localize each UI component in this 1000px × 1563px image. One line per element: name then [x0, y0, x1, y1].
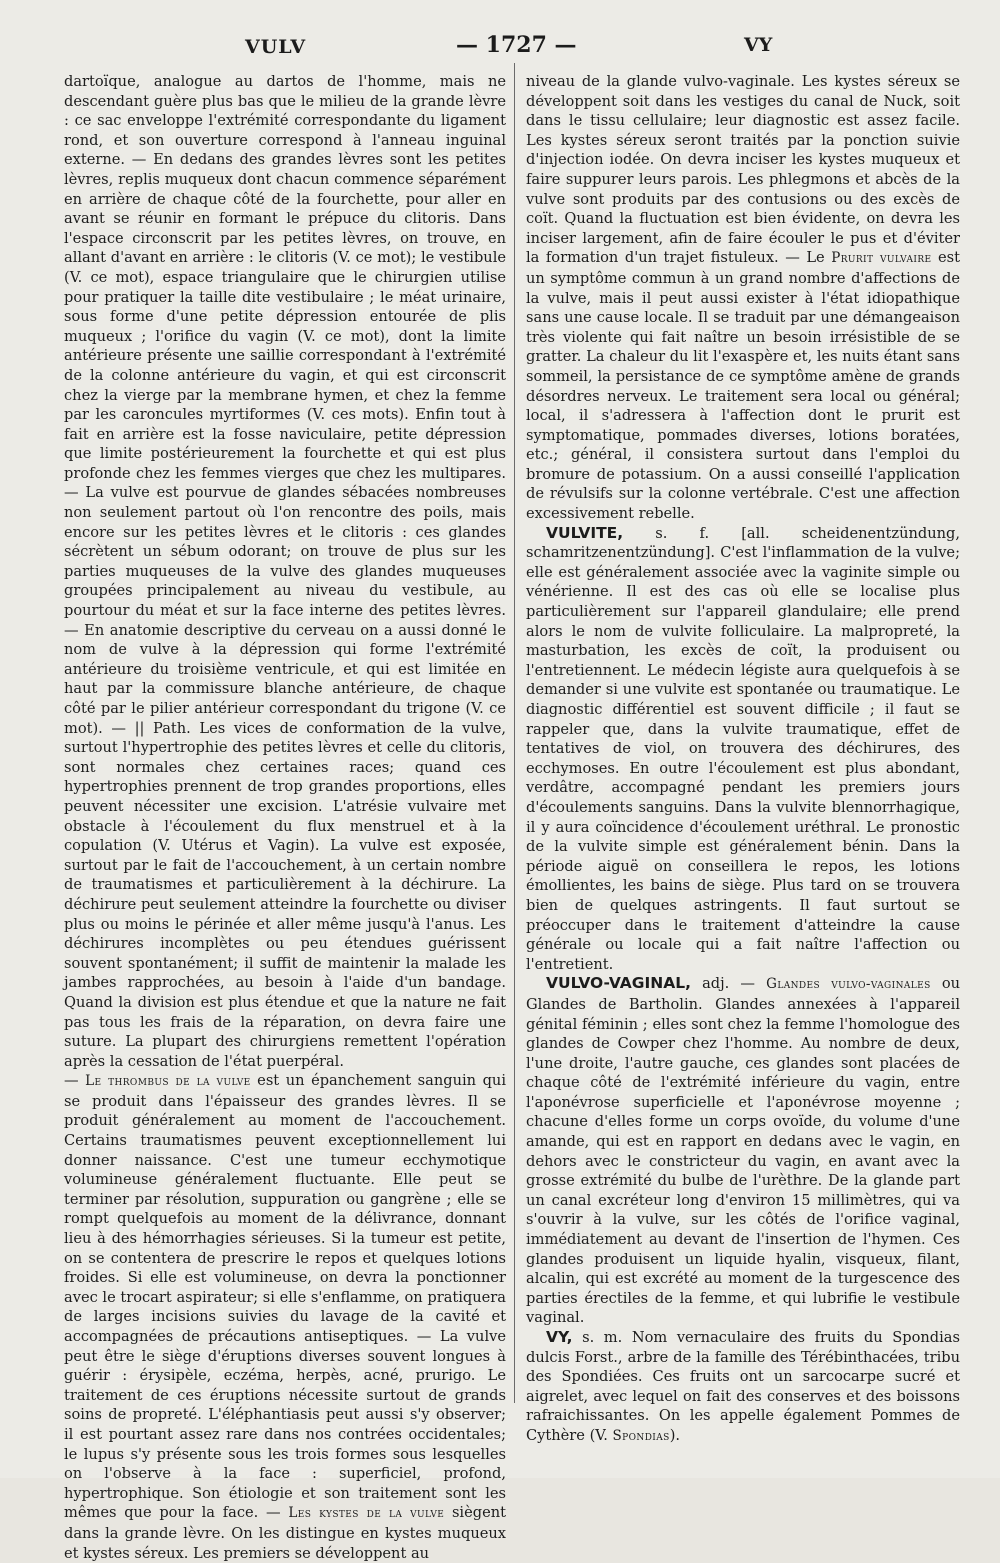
- paragraph-text: —: [64, 1072, 86, 1090]
- running-head-left: VULV: [245, 36, 307, 58]
- cross-reference-spondias: Spondias: [612, 1427, 670, 1444]
- entry-text: s. m. Nom vernaculaire des fruits du Spondias dulcis Forst., arbre de la famille des Térébinthacées, tribu des Spondiées. Ces fruits ont un sarcocarpe sucré et aigrelet, avec lequel on fait des conserves et des boissons rafraichissantes. On les appelle également Pommes de Cythère (V.: [526, 1329, 960, 1444]
- paragraph-text: dartoïque, analogue au dartos de l'homme, mais ne descendant guère plus bas que le milieu de la grande lèvre : ce sac enveloppe l'extrémité correspondante du ligament rond, et son ouverture correspond à l'anneau inguinal externe. — En dedans des grandes lèvres sont les petites lèvres, replis muqueux dont chacun commence séparément en arrière de chaque côté de la fourchette, pour aller en avant se réunir en formant le prépuce du clitoris. Dans l'espace circonscrit par les petites lèvres, on trouve, en allant d'avant en arrière : le clitoris (V. ce mot); le vestibule (V. ce mot), espace triangulaire que le chirurgien utilise pour pratiquer la taille dite vestibulaire ; le méat urinaire, sous forme d'une petite dépression entourée de plis muqueux ; l'orifice du vagin (V. ce mot), dont la limite antérieure présente une saillie correspondant à l'extrémité de la colonne antérieure du vagin, et qui est circonscrit chez la vierge par la membrane hymen, et chez la femme par les caroncules myrtiformes (V. ces mots). Enfin tout à fait en arrière est la fosse naviculaire, petite dépression que limite postérieurement la fourchette et qui est plus profonde chez les femmes vierges que chez les multipares. — La vulve est pourvue de glandes sébacées nombreuses non seulement partout où l'on rencontre des poils, mais encore sur les petites lèvres et le clitoris : ces glandes sécrètent un sébum odorant; on trouve de plus sur les parties muqueuses de la vulve des glandes muqueuses groupées principalement au niveau du vestibule, au pourtour du méat et sur la face interne des petites lèvres. — En anatomie descriptive du cerveau on a aussi donné le nom de vulve à la dépression qui forme l'extrémité antérieure du troisième ventricule, et qui est limitée en haut par la commissure blanche antérieure, de chaque côté par le pilier antérieur correspondant du trigone (V. ce mot). — || Path. Les vices de conformation de la vulve, surtout l'hypertrophie des petites lèvres et celle du clitoris, sont normales chez certaines races; quand ces hypertrophies prennent de trop grandes proportions, elles peuvent nécessiter une excision. L'atrésie vulvaire met obstacle à l'écoulement du flux menstruel et à la copulation (V. Utérus et Vagin). La vulve est exposée, surtout par le fait de l'accouchement, à un certain nombre de traumatismes et particulièrement à la déchirure. La déchirure peut seulement atteindre la fourchette ou diviser plus ou moins le périnée et aller même jusqu'à l'anus. Les déchirures incomplètes ou peu étendues guérissent souvent spontanément; il suffit de maintenir la malade les jambes rapprochées, au besoin à l'aide d'un bandage. Quand la division est plus étendue et que la nature ne fait pas tous les frais de la réparation, on devra faire une suture. La plupart des chirurgiens remettent l'opération après la cessation de l'état puerpéral.: [64, 73, 506, 1070]
- headword-vulvite: VULVITE,: [546, 523, 624, 542]
- paragraph-text: est un symptôme commun à un grand nombre d'affections de la vulve, mais il peut aussi exister à l'état idiopathique sans une cause locale. Il se traduit par une démangeaison très violente qui fait naître un besoin irrésistible de se gratter. La chaleur du lit l'exaspère et, les nuits étant sans sommeil, la persistance de ce symptôme amène de grands désordres nerveux. Le traitement sera local ou général; local, il s'adressera à l'affection dont le prurit est symptomatique, pommades diverses, lotions boratées, etc.; général, il consistera surtout dans l'emploi du bromure de potassium. On a aussi conseillé l'application de révulsifs sur la colonne vertébrale. C'est une affection excessivement rebelle.: [526, 249, 960, 523]
- entry-vulvo-vaginal: [526, 974, 960, 1328]
- subheading-kystes: Les kystes de la vulve: [288, 1505, 445, 1522]
- page-header: [0, 30, 1000, 70]
- right-column: [526, 72, 960, 1447]
- column-divider: [514, 63, 515, 1403]
- entry-vulvite: [526, 524, 960, 975]
- subheading-prurit: Prurit vulvaire: [831, 250, 932, 267]
- paragraph-text: niveau de la glande vulvo-vaginale. Les kystes séreux se développent soit dans les vestiges du canal de Nuck, soit dans le tissu cellulaire; leur diagnostic est assez facile. Les kystes séreux seront traités par la ponction suivie d'injection iodée. On devra inciser les kystes muqueux et faire suppurer leurs parois. Les phlegmons et abcès de la vulve sont produits par des contusions ou des excès de coït. Quand la fluctuation est bien évidente, on devra les inciser largement, afin de faire écouler le pus et d'éviter la formation d'un trajet fistuleux. — Le: [526, 73, 960, 267]
- headword-vulvo-vaginal: VULVO-VAGINAL,: [546, 974, 691, 993]
- page-number: — 1727 —: [456, 32, 577, 58]
- paragraph-text: est un épanchement sanguin qui se produit dans l'épaisseur des grandes lèvres. Il se produit généralement au moment de l'accouchement. Certains traumatismes peuvent exceptionnellement lui donner naissance. C'est une tumeur ecchymotique volumineuse généralement fluctuante. Elle peut se terminer par résolution, suppuration ou gangrène ; elle se rompt quelquefois au moment de la délivrance, donnant lieu à des hémorrhagies sérieuses. Si la tumeur est petite, on se contentera de prescrire le repos et quelques lotions froides. Si elle est volumineuse, on devra la ponctionner avec le trocart aspirateur; si elle s'enflamme, on pratiquera de larges incisions suivies du lavage de la cavité et accompagnées de précautions antiseptiques. — La vulve peut être le siège d'éruptions diverses souvent longues à guérir : érysipèle, eczéma, herpès, acné, prurigo. Le traitement de ces éruptions nécessite surtout de grands soins de propreté. L'éléphantiasis peut aussi s'y observer; il est pourtant assez rare dans nos contrées occidentales; le lupus s'y présente sous les trois formes sous lesquelles on l'observe à la face : superficiel, profond, hypertrophique. Son étiologie et son traitement sont les mêmes que pour la face. —: [64, 1072, 507, 1522]
- paragraph-text: siègent dans la grande lèvre. On les distingue en kystes muqueux et kystes séreux. Les premiers se développent au: [64, 1504, 506, 1562]
- entry-text: ).: [669, 1426, 681, 1444]
- headword-vy: VY,: [546, 1328, 573, 1346]
- vulve-pathology-paragraph: [64, 1071, 506, 1563]
- subheading-thrombus: Le thrombus de la vulve: [85, 1073, 251, 1090]
- entry-vy: [526, 1328, 960, 1447]
- entry-text: adj. —: [690, 975, 767, 993]
- left-column: [64, 72, 506, 1563]
- entry-text: ou Glandes de Bartholin. Glandes annexées à l'appareil génital féminin ; elles sont chez la femme l'homologue des glandes de Cowper chez l'homme. Au nombre de deux, l'une droite, l'autre gauche, ces glandes sont placées de chaque côté de l'extrémité inférieure du vagin, entre l'aponévrose superficielle et l'aponévrose moyenne ; chacune d'elles forme un corps ovoïde, du volume d'une amande, qui est en rapport en dedans avec le vagin, en dehors avec le constricteur du vagin, en avant avec la grosse extrémité du bulbe de l'urèthre. De la glande part un canal excréteur long d'environ 15 millimètres, qui va s'ouvrir à la vulve, sur les côtés de l'orifice vaginal, immédiatement au devant de l'insertion de l'hymen. Ces glandes produisent un liquide hyalin, visqueux, filant, alcalin, qui est excrété au moment de la turgescence des parties érectiles de la femme, et qui lubrifie le vestibule vaginal.: [526, 975, 961, 1327]
- subheading-glandes: Glandes vulvo-vaginales: [766, 976, 931, 993]
- vulve-continued-paragraph: [526, 72, 960, 524]
- entry-text: s. f. [all. scheidenentzündung, schamritzenentzündung]. C'est l'inflammation de la vulve; elle est généralement associée avec la vaginite simple ou vénérienne. Il est des cas où elle se localise plus particulièrement sur l'appareil glandulaire; elle prend alors le nom de vulvite folliculaire. La malpropreté, la masturbation, les excès de coït, la produisent ou l'entretiennent. Le médecin légiste aura quelquefois à se demander si une vulvite est spontanée ou traumatique. Le diagnostic différentiel est souvent difficile ; il faut se rappeler que, dans la vulvite traumatique, effet de tentatives de viol, on trouvera des déchirures, des ecchymoses. En outre l'écoulement est plus abondant, verdâtre, accompagné pendant les premiers jours d'écoulements sanguins. Dans la vulvite blennorrhagique, il y aura coïncidence d'écoulement uréthral. Le pronostic de la vulvite simple est généralement bénin. Dans la période aiguë on conseillera le repos, les lotions émollientes, les bains de siège. Plus tard on se trouvera bien de quelques astringents. Il faut surtout se préoccuper dans le traitement d'atteindre la cause générale ou locale qui a fait naître l'affection ou l'entretient.: [526, 524, 960, 973]
- running-head-right: VY: [744, 34, 773, 56]
- vulve-anatomy-paragraph: [64, 72, 506, 1071]
